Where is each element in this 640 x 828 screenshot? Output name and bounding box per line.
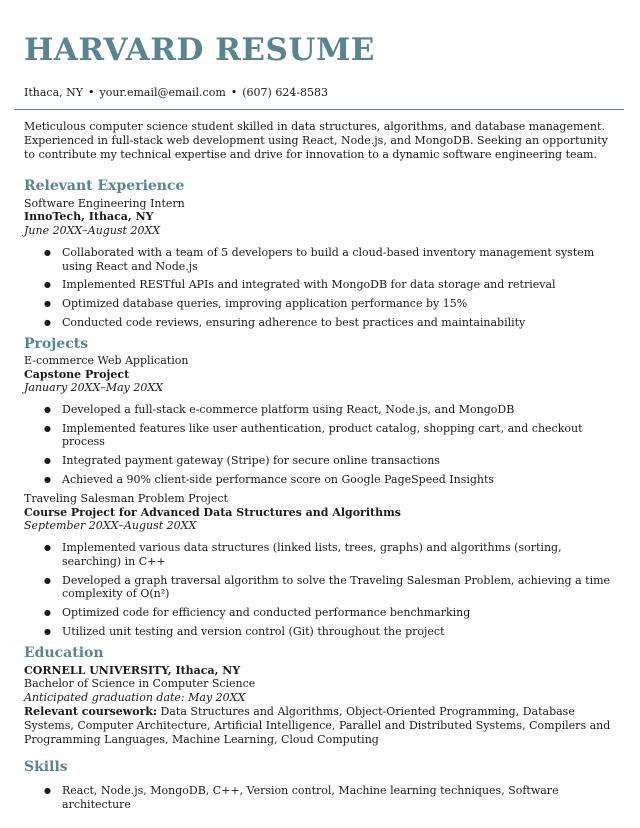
- experience-section: [24, 177, 616, 330]
- contact-separator: •: [88, 86, 95, 99]
- list-item: ● Collaborated with a team of 5 developers to build a cloud-based inventory management system using React and Node.js: [62, 246, 616, 273]
- skills-bullets: [24, 784, 616, 811]
- list-item: ● Optimized code for efficiency and conducted performance benchmarking: [62, 606, 616, 620]
- project-dates: January 20XX–May 20XX: [24, 381, 164, 395]
- education-graduation: Anticipated graduation date: May 20XX: [24, 691, 246, 705]
- list-item: ● Implemented features like user authentication, product catalog, shopping cart, and checkout process: [62, 422, 616, 449]
- education-school: CORNELL UNIVERSITY, Ithaca, NY: [24, 663, 241, 677]
- header-divider: [14, 109, 624, 110]
- experience-bullets: [24, 246, 616, 330]
- project-context: Capstone Project: [24, 367, 130, 381]
- education-degree: Bachelor of Science in Computer Science: [24, 677, 256, 691]
- project-name: E-commerce Web Application: [24, 353, 189, 367]
- list-item: ● React, Node.js, MongoDB, C++, Version control, Machine learning techniques, Software architecture: [62, 784, 616, 811]
- list-item: ● Utilized unit testing and version control (Git) throughout the project: [62, 625, 616, 639]
- projects-section: [24, 335, 616, 639]
- contact-line: [24, 86, 616, 100]
- skills-section: [24, 758, 616, 811]
- experience-dates: June 20XX–August 20XX: [24, 224, 161, 238]
- list-item: ● Developed a full-stack e-commerce platform using React, Node.js, and MongoDB: [62, 403, 616, 417]
- experience-company: InnoTech, Ithaca, NY: [24, 210, 154, 224]
- coursework-label: Relevant coursework:: [24, 704, 158, 718]
- contact-phone[interactable]: (607) 624-8583: [242, 86, 329, 99]
- project-dates: September 20XX–August 20XX: [24, 519, 197, 533]
- section-title-education: Education: [24, 644, 104, 661]
- list-item: ● Optimized database queries, improving application performance by 15%: [62, 297, 616, 311]
- project-bullets: [24, 403, 616, 487]
- list-item: ● Developed a graph traversal algorithm to solve the Traveling Salesman Problem, achieving a time complexity of O(n²): [62, 574, 616, 601]
- education-coursework: [24, 705, 616, 746]
- section-title-experience: Relevant Experience: [24, 177, 185, 194]
- experience-role: Software Engineering Intern: [24, 196, 185, 210]
- list-item: ● Implemented various data structures (linked lists, trees, graphs) and algorithms (sorting, searching) in C++: [62, 541, 616, 568]
- list-item: ● Integrated payment gateway (Stripe) for secure online transactions: [62, 454, 616, 468]
- list-item: ● Implemented RESTful APIs and integrated with MongoDB for data storage and retrieval: [62, 278, 616, 292]
- contact-separator: •: [230, 86, 238, 99]
- section-title-projects: Projects: [24, 335, 89, 352]
- project-name: Traveling Salesman Problem Project: [24, 491, 228, 505]
- project-item: [24, 492, 616, 639]
- project-bullets: [24, 541, 616, 638]
- project-context: Course Project for Advanced Data Structures and Algorithms: [24, 505, 401, 519]
- list-item: ● Conducted code reviews, ensuring adherence to best practices and maintainability: [62, 316, 616, 330]
- contact-email[interactable]: your.email@email.com: [99, 86, 226, 99]
- project-item: [24, 354, 616, 487]
- resume-name: HARVARD RESUME: [24, 32, 375, 68]
- contact-location: Ithaca, NY: [24, 86, 84, 99]
- list-item: ● Achieved a 90% client-side performance score on Google PageSpeed Insights: [62, 473, 616, 487]
- education-section: [24, 644, 616, 747]
- coursework-list: Data Structures and Algorithms, Object-Oriented Programming, Database Systems, Computer Architecture, Artificial Intelligence, Parallel and Distributed Systems, Compilers and Programming Languages, Machine Learning, Cloud Computing: [24, 704, 611, 746]
- summary-paragraph: Meticulous computer science student skilled in data structures, algorithms, and database management. Experienced in full-stack web development using React, Node.js, and MongoDB. Seeking an opportunity to contribute my technical expertise and drive for innovation to a dynamic software engineering team.: [24, 120, 608, 162]
- section-title-skills: Skills: [24, 759, 68, 776]
